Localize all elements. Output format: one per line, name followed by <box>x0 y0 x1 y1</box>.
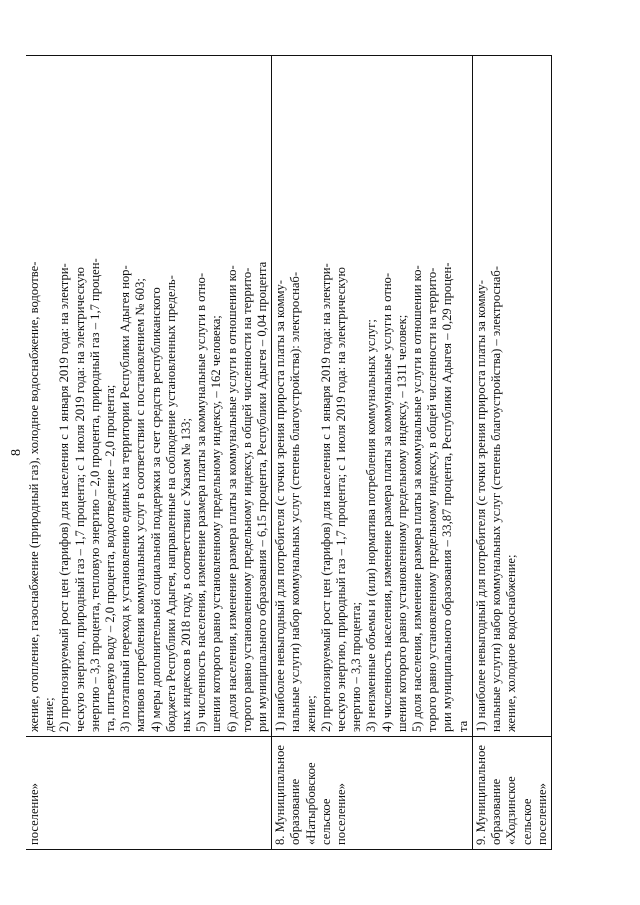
table-row <box>272 56 473 850</box>
indicator-line: жение; <box>303 695 318 732</box>
indicator-line: 4) меры дополнительной социальной поддержки за счет средств республиканского <box>148 287 163 732</box>
table-row <box>472 56 551 850</box>
indicator-line: рии муниципального образования – 6,15 процента, Республики Адыгея – 0,04 процента <box>255 261 270 732</box>
indicator-line: жение, холодное водоснабжение; <box>504 554 519 732</box>
indicator-line: шении которого равно установленному предельному индексу, – 1311 человек; <box>394 314 409 732</box>
municipality-name-cell: поселение» <box>26 737 272 850</box>
indicator-line: 4) численность населения, изменение размера платы за коммунальные услуги в отно- <box>379 272 394 732</box>
indicator-line: та <box>455 720 470 732</box>
municipality-name-cell: 8. Муниципальное образование «Натырбовское сельское поселение» <box>272 737 473 850</box>
municipality-name-cell: 9. Муниципальное образование «Ходзинское сельское поселение» <box>472 737 551 850</box>
indicator-line: 1) наиболее невыгодный для потребителя (с точки зрения прироста платы за комму- <box>273 279 288 732</box>
indicator-line: ческую энергию, природный газ – 1,7 процента; с 1 июля 2019 года: на электрическую <box>72 267 87 732</box>
indicator-line: мативов потребления коммунальных услуг в соответствии с постановлением № 603; <box>133 278 148 732</box>
indicator-line: 3) поэтапный переход к установлению единых на территории Республики Адыгея нор- <box>118 265 133 732</box>
indicator-line: рии муниципального образования – 33,87 процента, Республики Адыгея – 0,29 процен- <box>440 262 455 732</box>
indicator-line: 3) неизменные объемы и (или) норматива потребления коммунальных услуг; <box>364 319 379 732</box>
indicator-line: жение, отопление, газоснабжение (природный газ), холодное водоснабжение, водоотве- <box>27 261 41 732</box>
indicator-line: бюджета Республики Адыгея, направленные на соблюдение установленных предель- <box>163 275 178 732</box>
table-body <box>26 56 551 850</box>
indicator-line: ных индексов в 2018 году, в соответствии с Указом № 133; <box>179 418 194 732</box>
page-number: 8 <box>9 449 24 456</box>
indicator-line: 2) прогнозируемый рост цен (тарифов) для населения с 1 января 2019 года: на электри- <box>57 263 72 732</box>
indicators-cell <box>272 56 473 737</box>
indicators-cell <box>26 56 272 737</box>
table-row <box>26 56 272 850</box>
indicator-line: 6) доля населения, изменение размера платы за коммунальные услуги в отношении ко- <box>224 265 239 732</box>
indicator-line: торого равно установленному предельному индексу, в общей численности на террито- <box>239 267 254 732</box>
indicator-line: дение; <box>42 697 57 732</box>
indicator-line: торого равно установленному предельному индексу, в общей численности на террито- <box>425 267 440 732</box>
indicator-line: 5) доля населения, изменение размера платы за коммунальные услуги в отношении ко- <box>410 265 425 732</box>
indicator-line: шении которого равно установленному предельному индексу, – 162 человека; <box>209 315 224 732</box>
indicator-line: энергию – 3,3 процента, тепловую энергию – 2,0 процента, природный газ – 1,7 процен- <box>87 258 102 732</box>
municipal-indices-table <box>26 55 552 850</box>
indicator-line: 2) прогнозируемый рост цен (тарифов) для населения с 1 января 2019 года: на электри- <box>318 263 333 732</box>
indicator-line: ческую энергию, природный газ – 1,7 процента; с 1 июля 2019 года: на электрическую <box>334 267 349 732</box>
indicator-line: энергию – 3,3 процента; <box>349 602 364 732</box>
indicator-line: 5) численность населения, изменение размера платы за коммунальные услуги в отно- <box>194 272 209 732</box>
indicators-cell <box>472 56 551 737</box>
indicator-line: нальные услуги) набор коммунальных услуг (степень благоустройства): электроснаб- <box>288 271 303 732</box>
indicator-line: нальные услуги) набор коммунальных услуг (степень благоустройства) – электроснаб- <box>489 266 504 732</box>
indicator-line: та, питьевую воду – 2,0 процента, водоотведение – 2,0 процента; <box>103 384 118 732</box>
indicator-line: 1) наиболее невыгодный для потребителя (с точки зрения прироста платы за комму- <box>473 279 488 732</box>
